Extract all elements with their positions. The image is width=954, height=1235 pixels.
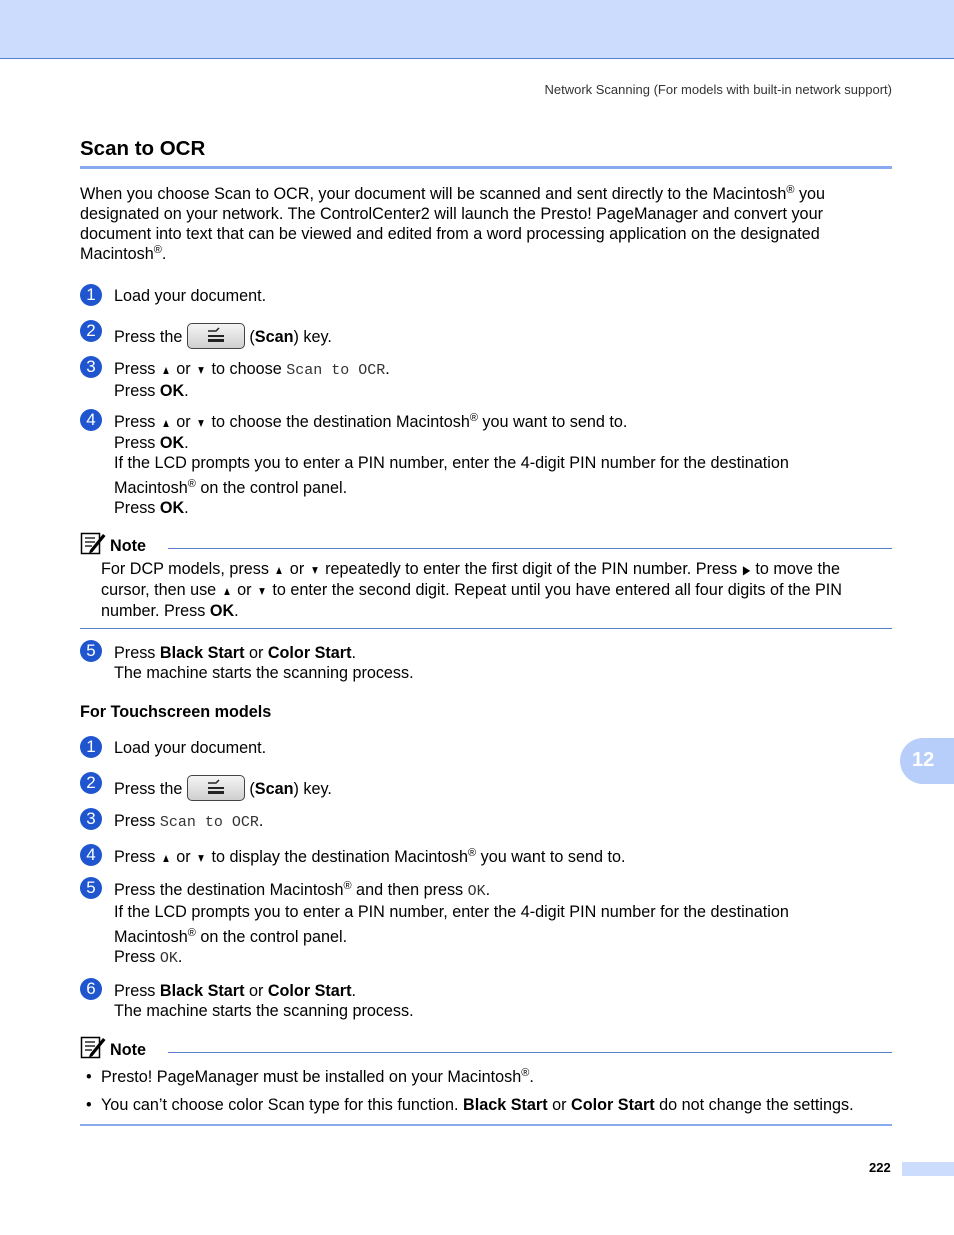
running-header: Network Scanning (For models with built-in network support) bbox=[544, 82, 892, 97]
step-text: Press the (Scan) key. bbox=[114, 323, 894, 349]
step-number: 2 bbox=[80, 772, 102, 794]
up-arrow-icon: ▲ bbox=[161, 363, 171, 377]
step-number: 5 bbox=[80, 877, 102, 899]
intro-paragraph: When you choose Scan to OCR, your document will be scanned and sent directly to the Macintosh® you designated on your network. The ControlCenter2 will launch the Presto! PageManager and convert your document into text that can be viewed and edited from a word processing application on the designated Macintosh®. bbox=[80, 184, 826, 263]
note-end-rule bbox=[80, 1124, 892, 1126]
top-header-band bbox=[0, 0, 954, 59]
down-arrow-icon: ▼ bbox=[196, 416, 206, 430]
subheading-touchscreen: For Touchscreen models bbox=[80, 703, 272, 721]
scan-key-icon bbox=[187, 775, 245, 801]
step-number: 4 bbox=[80, 844, 102, 866]
note-header bbox=[80, 1034, 892, 1062]
up-arrow-icon: ▲ bbox=[274, 563, 285, 577]
step-number: 2 bbox=[80, 320, 102, 342]
step-text: Press the (Scan) key. bbox=[114, 775, 894, 801]
page-number: 222 bbox=[869, 1160, 891, 1175]
down-arrow-icon: ▼ bbox=[257, 584, 267, 598]
note-pencil-icon bbox=[80, 1034, 106, 1060]
note-header bbox=[80, 530, 892, 558]
note-label: Note bbox=[110, 1041, 146, 1059]
step-number: 6 bbox=[80, 978, 102, 1000]
chapter-tab: 12 bbox=[900, 738, 954, 784]
step-number: 1 bbox=[80, 736, 102, 758]
step-text: Press Scan to OCR. bbox=[114, 812, 264, 831]
step-number: 3 bbox=[80, 356, 102, 378]
note-rule bbox=[168, 548, 892, 549]
step-text: Press ▲ or ▼ to display the destination Macintosh® you want to send to. bbox=[114, 847, 626, 866]
note-bullet: • You can’t choose color Scan type for this function. Black Start or Color Start do not change the settings. bbox=[86, 1096, 854, 1114]
up-arrow-icon: ▲ bbox=[161, 851, 171, 865]
up-arrow-icon: ▲ bbox=[221, 584, 232, 598]
scan-key-icon bbox=[187, 323, 245, 349]
note-rule bbox=[168, 1052, 892, 1053]
note-pencil-icon bbox=[80, 530, 106, 556]
step-number: 1 bbox=[80, 284, 102, 306]
note-bullet: • Presto! PageManager must be installed on your Macintosh®. bbox=[86, 1067, 534, 1086]
note-text: For DCP models, press ▲ or ▼ repeatedly to enter the first digit of the PIN number. Press ▶ to move the cursor, then use ▲ or ▼ to enter the second digit. Repeat until you have entered all four digits of the PIN number. Press OK. bbox=[101, 560, 842, 620]
step-number: 3 bbox=[80, 808, 102, 830]
page-tab bbox=[902, 1162, 954, 1176]
note-label: Note bbox=[110, 537, 146, 555]
note-end-rule bbox=[80, 628, 892, 629]
down-arrow-icon: ▼ bbox=[196, 851, 206, 865]
step-number: 5 bbox=[80, 640, 102, 662]
title-rule bbox=[80, 166, 892, 169]
step-text: Press ▲ or ▼ to choose the destination Macintosh® you want to send to. Press OK. If the LCD prompts you to enter a PIN number, enter the 4-digit PIN number for the destination Macintosh® on the control panel. Press OK. bbox=[114, 412, 789, 517]
step-text: Press Black Start or Color Start. The machine starts the scanning process. bbox=[114, 644, 414, 682]
step-text: Press Black Start or Color Start. The machine starts the scanning process. bbox=[114, 982, 414, 1020]
step-text: Press the destination Macintosh® and then press OK. If the LCD prompts you to enter a PIN number, enter the 4-digit PIN number for the destination Macintosh® on the control panel. Press OK. bbox=[114, 880, 789, 967]
step-number: 4 bbox=[80, 409, 102, 431]
down-arrow-icon: ▼ bbox=[309, 563, 320, 577]
step-text: Press ▲ or ▼ to choose Scan to OCR. Press OK. bbox=[114, 360, 390, 400]
down-arrow-icon: ▼ bbox=[196, 363, 206, 377]
up-arrow-icon: ▲ bbox=[161, 416, 171, 430]
right-arrow-icon: ▶ bbox=[742, 563, 750, 577]
step-text: Load your document. bbox=[114, 739, 267, 757]
section-title: Scan to OCR bbox=[80, 137, 206, 160]
step-text: Load your document. bbox=[114, 287, 267, 305]
